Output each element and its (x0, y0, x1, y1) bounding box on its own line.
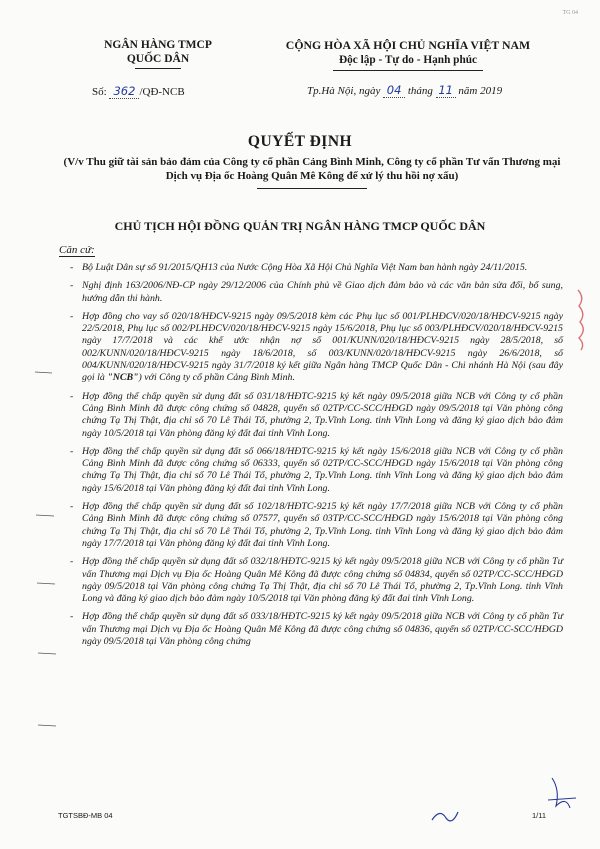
item-text: Hợp đồng thế chấp quyền sử dụng đất số 102/18/HĐTC-9215 ký kết ngày 17/7/2018 giữa NCB với Công ty cổ phần Cảng Bình Minh đã được công chứng số 07577, quyển số 03TP/CC-SCC/HĐGD ngày 15/6/2018 tại Văn phòng công chứng Tạ Thị Thật, địa chỉ số 70 Lê Thái Tổ, phường 2, Tp.Vĩnh Long. tỉnh Vĩnh Long và đăng ký giao dịch bảo đảm ngày 17/7/2018 tại Văn phòng đăng ký đất đai tỉnh Vĩnh Long. (82, 501, 563, 549)
item-text: Nghị định 163/2006/NĐ-CP ngày 29/12/2006 của Chính phủ về Giao dịch đảm bảo và các văn bản sửa đổi, bổ sung, hướng dẫn thi hành. (82, 280, 563, 304)
item-text: Hợp đồng thế chấp quyền sử dụng đất số 066/18/HĐTC-9215 ký kết ngày 15/6/2018 giữa NCB với Công ty cổ phần Cảng Bình Minh đã được công chứng số 06333, quyển số 02TP/CC-SCC/HĐGD ngày 15/6/2018 tại Văn phòng công chứng Tạ Thị Thật, địa chỉ số 70 Lê Thái Tổ, phường 2, Tp.Vĩnh Long. tỉnh Vĩnh Long và đăng ký giao dịch bảo đảm ngày 15/6/2018 tại Văn phòng đăng ký đất đai tỉnh Vĩnh Long. (82, 445, 563, 494)
signature-scribble-icon (548, 778, 576, 808)
bank-name-line1: NGÂN HÀNG TMCP (104, 39, 212, 51)
item-text: Hợp đồng thế chấp quyền sử dụng đất số 033/18/HĐTC-9215 ký kết ngày 09/5/2018 giữa NCB với Công ty cổ phần Tư vấn Thương mại Dịch vụ Địa ốc Hoàng Quân Mê Kông đã được công chứng số 04836, quyển số 02TP/CC-SCC/HĐGD ngày 09/5/2018 tại Văn phòng công chứng (82, 611, 563, 648)
page-number: 1/11 (532, 811, 547, 820)
can-cu-label: Căn cứ: (59, 244, 95, 256)
margin-dash-mark (36, 515, 54, 516)
issuer-heading: CHỦ TỊCH HỘI ĐỒNG QUẢN TRỊ NGÂN HÀNG TMCP QUỐC DÂN (114, 219, 486, 233)
date-place: Tp.Hà Nội, ngày (307, 85, 381, 97)
item-text: Hợp đồng thế chấp quyền sử dụng đất số 031/18/HĐTC-9215 ký kết ngày 09/5/2018 giữa NCB với Công ty cổ phần Cảng Bình Minh đã được công chứng số 04828, quyển số 02TP/CC-SCC/HĐGD ngày 09/5/2018 tại Văn phòng công chứng Tạ Thị Thật, địa chỉ số 70 Lê Thái Tổ, phường 2, Tp.Vĩnh Long. tỉnh Vĩnh Long và đăng ký giao dịch bảo đảm ngày 10/5/2018 tại Văn phòng đăng ký đất đai tỉnh Vĩnh Long. (82, 390, 563, 439)
margin-dash-mark (38, 653, 56, 654)
subject-text: (V/v Thu giữ tài sản bảo đảm của Công ty cổ phần Cảng Bình Minh, Công ty cổ phần Tư vấn Thương mại Dịch vụ Địa ốc Hoàng Quân Mê Kông để xử lý thu hồi nợ xấu) (63, 156, 561, 182)
national-motto: Độc lập - Tự do - Hạnh phúc (338, 54, 478, 66)
footer-code: TGTSBĐ-MB 04 (58, 811, 113, 820)
document-title: QUYẾT ĐỊNH (247, 133, 353, 150)
date-month: 11 (436, 83, 456, 98)
bank-name-line2: QUỐC DÂN (126, 53, 190, 65)
initials-scribble-icon (432, 812, 458, 821)
item-text: Hợp đồng cho vay số 020/18/HĐCV-9215 ngày 09/5/2018 kèm các Phụ lục số 001/PLHĐCV/020/18/HĐCV-9215 ngày 22/5/2018, Phụ lục số 002/PLHĐCV/020/18/HĐCV-9215 ngày 15/6/2018, Phụ lục số 003/PLHĐCV/020/18/HĐCV-9215 ngày 17/7/2018 và các khế ước nhận nợ số 001/KUNN/020/18/HĐCV-9215 ngày 28/5/2018, số 002/KUNN/020/18/HĐCV-9215 ngày 18/6/2018, số 003/KUNN/020/18/HĐCV-9215 ngày 26/6/2018, số 004/KUNN/020/18/HĐCV-9215 ngày 31/7/2018 ký kết giữa Ngân hàng TMCP Quốc Dân - Chi nhánh Hà Nội (sau đây gọi là (82, 310, 563, 384)
item-bold-ncb: "NCB" (107, 372, 139, 384)
date-day: 04 (383, 83, 405, 98)
date-month-label: tháng (407, 85, 433, 97)
item-text: Bộ Luật Dân sự số 91/2015/QH13 của Nước Cộng Hòa Xã Hội Chủ Nghĩa Việt Nam ban hành ngày 24/11/2015. (82, 262, 528, 273)
number-suffix: /QĐ-NCB (139, 86, 185, 98)
national-title: CỘNG HÒA XÃ HỘI CHỦ NGHĨA VIỆT NAM (285, 38, 531, 52)
margin-dash-mark (37, 583, 55, 584)
number-prefix: Số: (92, 86, 107, 98)
corner-code: TG 04 (562, 10, 578, 16)
margin-dash-mark (38, 725, 56, 726)
item-tail: ) với Công ty cổ phần Cảng Bình Minh. (138, 372, 295, 384)
date-year: năm 2019 (458, 85, 503, 97)
margin-dash-mark (35, 372, 52, 373)
number-handwritten: 362 (109, 84, 139, 99)
item-text: Hợp đồng thế chấp quyền sử dụng đất số 032/18/HĐTC-9215 ký kết ngày 09/5/2018 giữa NCB với Công ty cổ phần Tư vấn Thương mại Dịch vụ Địa ốc Hoàng Quân Mê Kông đã được công chứng số 04834, quyển số 02TP/CC-SCC/HĐGD ngày 09/5/2018 tại Văn phòng công chứng Tạ Thị Thật, địa chỉ số 70 Lê Thái Tổ, phường 2, Tp.Vĩnh Long. tỉnh Vĩnh Long và đăng ký giao dịch bảo đảm ngày 10/5/2018 tại Văn phòng đăng ký đất đai tỉnh Vĩnh Long. (82, 556, 563, 605)
